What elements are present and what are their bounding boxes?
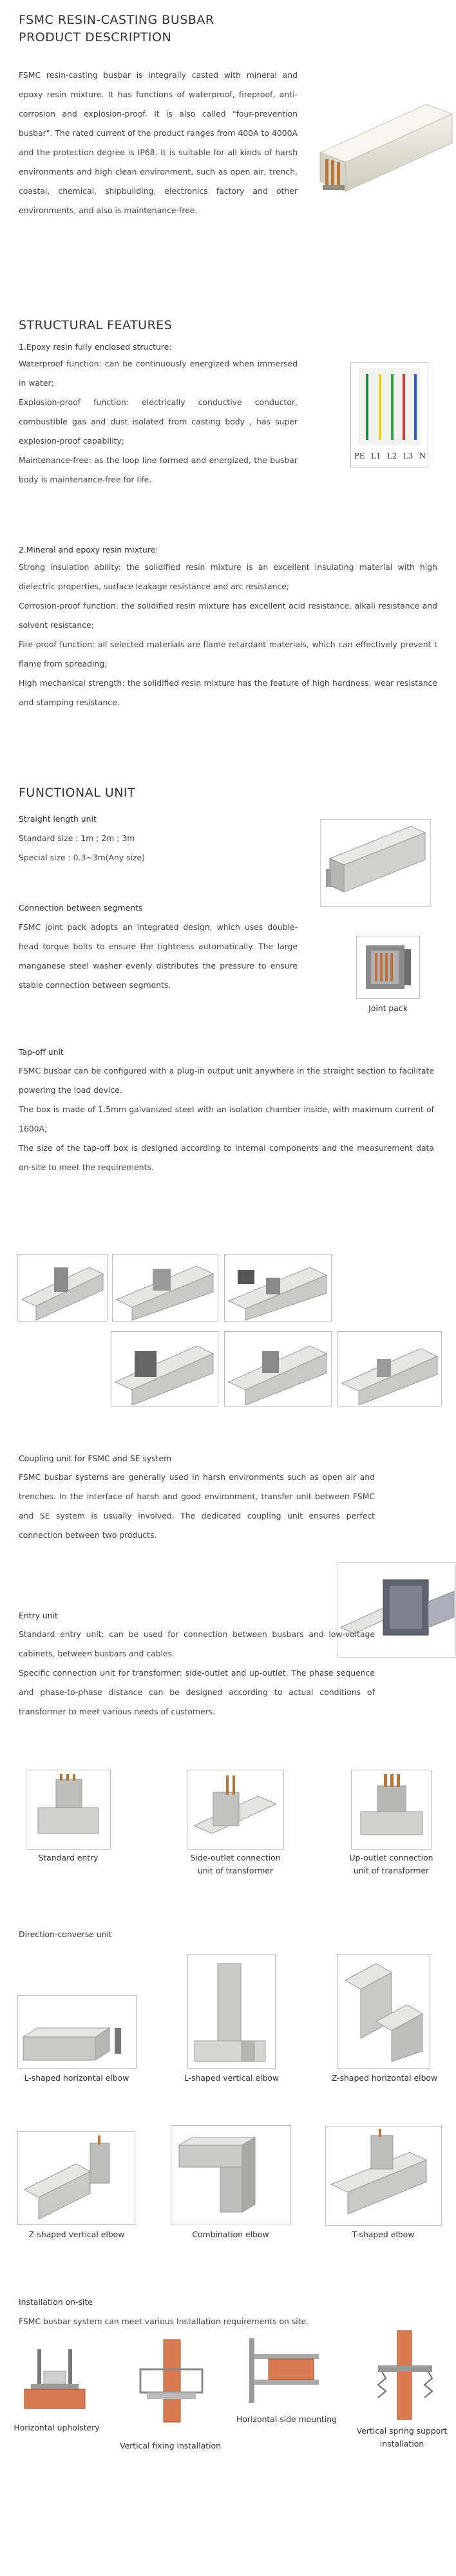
- insulation-text: Strong insulation ability: the solidified resin mixture is an excellent insulating material with high dielectric properties, surface leakage resistance and arc resistance;: [19, 562, 437, 591]
- l-vertical-elbow-image: [187, 1954, 276, 2069]
- conductor-labels: [351, 451, 429, 460]
- tap-off-image-5: [224, 1331, 332, 1406]
- conductor-l1: [379, 374, 381, 440]
- t-elbow-caption: T-shaped elbow: [352, 2230, 415, 2239]
- side-outlet-image: [187, 1770, 284, 1850]
- maintenance-free-text: Maintenance-free: as the loop line formed and energized, the busbar body is maintenance-free for life.: [19, 455, 298, 484]
- horizontal-upholstery-image: [18, 2343, 91, 2412]
- straight-special-size: Special size : 0.3~3m(Any size): [19, 853, 145, 862]
- l-vertical-elbow-caption: L-shaped vertical elbow: [184, 2073, 280, 2083]
- title-line-2: PRODUCT DESCRIPTION: [19, 30, 172, 44]
- l-horizontal-elbow-caption: L-shaped horizontal elbow: [24, 2073, 129, 2083]
- tap-off-image-4: [111, 1331, 218, 1406]
- coupling-text: FSMC busbar systems are generally used in harsh environments such as open air and trenches. In the interface of harsh and good environment, transfer unit between FSMC and SE system is usually involved. The dedicated coupling unit ensures perfect connection between two products.: [19, 1472, 375, 1540]
- vertical-spring-support-image: [369, 2327, 441, 2423]
- combination-elbow-image: [171, 2125, 291, 2224]
- label-l2: L2: [386, 451, 397, 460]
- up-outlet-image: [351, 1770, 432, 1850]
- straight-length-image: [320, 819, 431, 907]
- entry-text-1: Standard entry unit: can be used for connection between busbars and low-voltage cabinets, between busbars and cables.: [19, 1629, 375, 1658]
- tap-off-image-1: [17, 1254, 108, 1321]
- label-n: N: [419, 451, 426, 460]
- coupling-title: Coupling unit for FSMC and SE system: [19, 1454, 172, 1463]
- straight-standard-size: Standard size : 1m ; 2m ; 3m: [19, 833, 135, 843]
- vertical-fixing-caption: Vertical fixing installation: [120, 2441, 221, 2450]
- horizontal-upholstery-caption: Horizontal upholstery: [14, 2423, 100, 2432]
- standard-entry-caption: Standard entry: [38, 1853, 99, 1862]
- installation-title: Installation on-site: [19, 2297, 93, 2307]
- structural-features-title: STRUCTURAL FEATURES: [19, 318, 173, 332]
- label-l1: L1: [370, 451, 381, 460]
- busbar-product-image: [314, 88, 455, 211]
- joint-pack-image: [356, 936, 420, 999]
- label-pe: PE: [354, 451, 365, 460]
- tap-off-image-6: [337, 1331, 442, 1406]
- conductor-n: [414, 374, 417, 440]
- conductor-l2: [391, 374, 394, 440]
- tap-off-text-2: The box is made of 1.5mm galvanized steel with an isolation chamber inside, with maximum current of 1600A;: [19, 1104, 434, 1133]
- installation-text: FSMC busbar system can meet various Installation requirements on site.: [19, 2316, 309, 2326]
- conductor-pe: [366, 374, 368, 440]
- structural-item-1-title: 1.Epoxy resin fully enclosed structure:: [19, 342, 172, 352]
- vertical-fixing-image: [128, 2336, 215, 2426]
- entry-title: Entry unit: [19, 1611, 58, 1620]
- connection-title: Connection between segments: [19, 903, 143, 913]
- straight-length-title: Straight length unit: [19, 814, 97, 824]
- mechanical-strength-text: High mechanical strength: the solidified resin mixture has the feature of high hardness, wear resistance and stamping resistance.: [19, 678, 437, 707]
- l-horizontal-elbow-image: [17, 1995, 137, 2069]
- z-horizontal-elbow-image: [337, 1954, 430, 2069]
- corrosion-proof-text: Corrosion-proof function: the solidified resin mixture has excellent acid resistance, alkali resistance and solvent resistance;: [19, 601, 437, 630]
- connection-text: FSMC joint pack adopts an integrated design, which uses double-head torque bolts to ensure the tightness automatically. The large manganese steel washer evenly distributes the pressure to ensure stable connection between segments.: [19, 922, 298, 990]
- z-horizontal-elbow-caption: Z-shaped horizontal elbow: [331, 2073, 438, 2083]
- horizontal-side-mounting-image: [243, 2334, 327, 2407]
- tap-off-text-block: [19, 1061, 434, 1177]
- structural-item-1-list: [19, 354, 298, 489]
- joint-pack-caption: Joint pack: [368, 1003, 408, 1013]
- fire-proof-text: Fire-proof function: all selected materials are flame retardant materials, which can effectively prevent t flame from spreading;: [19, 639, 437, 668]
- side-outlet-caption: Side-outlet connection unit of transformer: [190, 1853, 281, 1875]
- explosion-proof-text: Explosion-proof function: electrically conductive conductor, combustible gas and dust isolated from casting body , has super explosion-proof capability;: [19, 397, 298, 446]
- functional-unit-title: FUNCTIONAL UNIT: [19, 786, 136, 800]
- tap-off-text-3: The size of the tap-off box is designed according to internal components and the measurement data on-site to meet the requirements.: [19, 1143, 434, 1172]
- page-title: [19, 12, 315, 46]
- conductor-l3: [403, 374, 405, 440]
- up-outlet-caption: Up-outlet connection unit of transformer: [349, 1853, 433, 1875]
- tap-off-text-1: FSMC busbar can be configured with a plug-in output unit anywhere in the straight section to facilitate powering the load device.: [19, 1066, 434, 1095]
- entry-text-2: Specific connection unit for transformer: side-outlet and up-outlet. The phase sequence and phase-to-phase distance can be designed according to actual conditions of transformer to meet various needs of customers.: [19, 1668, 375, 1716]
- waterproof-text: Waterproof function: can be continuously energized when immersed in water;: [19, 359, 298, 388]
- t-elbow-image: [325, 2126, 442, 2226]
- conductor-cross-section-image: [350, 362, 428, 468]
- direction-converse-title: Direction-converse unit: [19, 1929, 112, 1939]
- horizontal-side-mounting-caption: Horizontal side mounting: [236, 2414, 337, 2424]
- tap-off-image-3: [224, 1254, 332, 1321]
- label-l3: L3: [403, 451, 413, 460]
- standard-entry-image: [26, 1770, 111, 1850]
- z-vertical-elbow-caption: Z-shaped vertical elbow: [28, 2230, 125, 2239]
- tap-off-title: Tap-off unit: [19, 1047, 64, 1057]
- title-line-1: FSMC RESIN-CASTING BUSBAR: [19, 13, 214, 27]
- structural-item-2-title: 2.Mineral and epoxy resin mixture:: [19, 545, 158, 554]
- combination-elbow-caption: Combination elbow: [192, 2230, 269, 2239]
- tap-off-image-2: [112, 1254, 218, 1321]
- product-description: FSMC resin-casting busbar is integrally casted with mineral and epoxy resin mixture. It has functions of waterproof, fireproof, anti-corrosion and explosion-proof. It is also called "four-prevention busbar". The rated current of the product ranges from 400A to 4000A and the protection degree is IP68. It is suitable for all kinds of harsh environments and high clean environment, such as open air, trench, coastal, chemical, shipbuilding, electronics factory and other environments, and also is maintenance-free.: [19, 70, 298, 215]
- vertical-spring-support-caption: Vertical spring support installation: [356, 2426, 448, 2448]
- z-vertical-elbow-image: [17, 2131, 135, 2225]
- structural-item-2-list: [19, 558, 437, 712]
